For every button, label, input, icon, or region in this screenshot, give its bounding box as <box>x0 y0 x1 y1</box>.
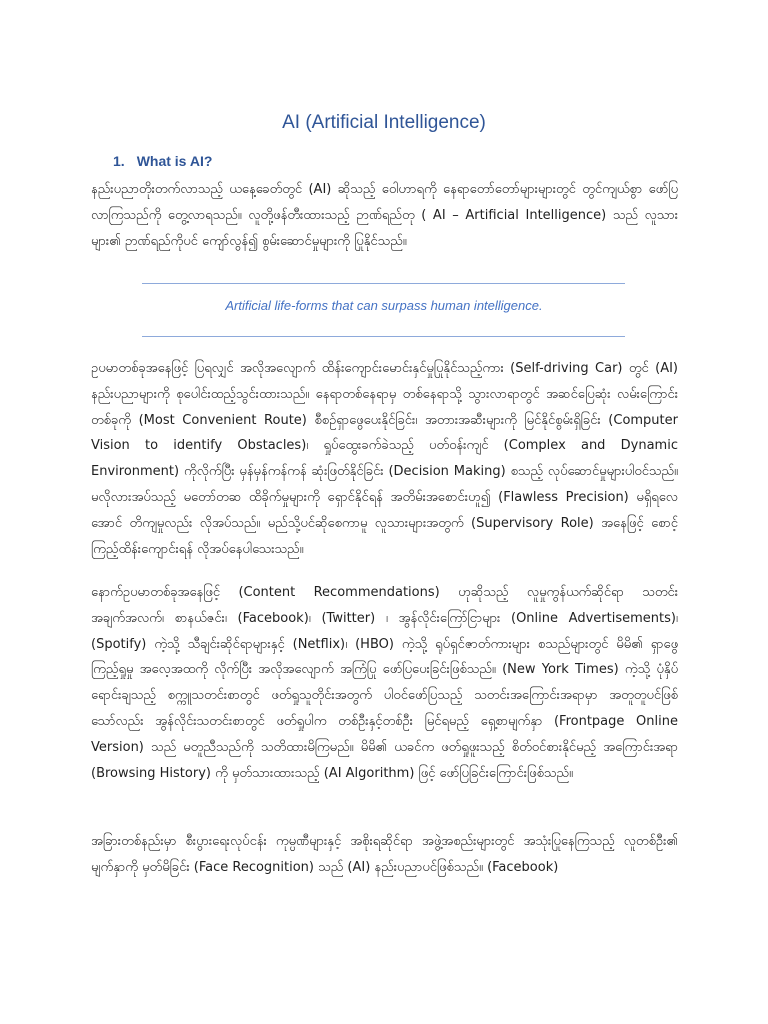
section-heading <box>113 153 212 169</box>
paragraph-content-recommendations: နောက်ဥပမာတစ်ခုအနေဖြင့် (Content Recommendations) ဟုဆိုသည့် လူမှုကွန်ယက်ဆိုင်ရာ သတင်းအချက်အလက်၊ စာနယ်ဇင်း၊ (Facebook)၊ (Twitter) ၊ အွန်လိုင်းကြော်ငြာများ (Online Advertisements)၊ (Spotify) ကဲ့သို့ သီချင်းဆိုင်ရာများနှင့် (Netflix)၊ (HBO) ကဲ့သို့ ရုပ်ရှင်ဇာတ်ကားများ စသည်များတွင် မိမိ၏ ရှာဖွေကြည့်ရှုမှု အလေ့အထကို လိုက်ပြီး အလိုအလျောက် အကြံပြု ဖော်ပြပေးခြင်းဖြစ်သည်။ (New York Times) ကဲ့သို့ ပုံနှိပ်ရောင်းချသည့် စက္ကူသတင်းစာတွင် ဖတ်ရှုသူတိုင်းအတွက် ပါဝင်ဖော်ပြသည့် သတင်းအကြောင်းအရာမှာ အတူတူပင်ဖြစ်သော်လည်း အွန်လိုင်းသတင်းစာတွင် ဖတ်ရှုပါက တစ်ဦးနှင့်တစ်ဦး မြင်ရမည့် ရှေ့စာမျက်နှာ (Frontpage Online Version) သည် မတူညီသည်ကို သတိထားမိကြမည်။ မိမိ၏ ယခင်က ဖတ်ရှုဖူးသည့် စိတ်ဝင်စားနိုင်မည့် အကြောင်းအရာ (Browsing History) ကို မှတ်သားထားသည့် (AI Algorithm) ဖြင့် ဖော်ပြခြင်းကြောင်းဖြစ်သည်။ <box>91 585 678 781</box>
section-heading-text: What is AI? <box>136 153 213 169</box>
intense-quote: Artificial life-forms that can surpass human intelligence. <box>225 298 543 313</box>
section-number: 1. <box>113 153 125 169</box>
document-title: AI (Artificial Intelligence) <box>282 112 486 133</box>
paragraph-face-recognition: အခြားတစ်နည်းမှာ စီးပွားရေးလုပ်ငန်း ကုမ္ပဏီများနှင့် အစိုးရဆိုင်ရာ အဖွဲ့အစည်းများတွင် အသုံးပြုနေကြသည့် လူတစ်ဦး၏ မျက်နှာကို မှတ်မိခြင်း (Face Recognition) သည် (AI) နည်းပညာပင်ဖြစ်သည်။ (Facebook) <box>91 834 678 875</box>
quote-bottom-rule <box>142 336 625 337</box>
paragraph-self-driving: ဥပမာတစ်ခုအနေဖြင့် ပြရလျှင် အလိုအလျောက် ထိန်းကျောင်းမောင်းနှင်မှုပြုနိုင်သည့်ကား (Self-driving Car) တွင် (AI) နည်းပညာများကို စုပေါင်းထည့်သွင်းထားသည်။ နေရာတစ်နေရာမှ တစ်နေရာသို့ သွားလာရာတွင် အဆင်ပြေဆုံး လမ်းကြောင်းတစ်ခုကို (Most Convenient Route) စီစဉ်ရှာဖွေပေးနိုင်ခြင်း၊ အတားအဆီးများကို မြင်နိုင်စွမ်းရှိခြင်း (Computer Vision to identify Obstacles)၊ ရှုပ်ထွေးခက်ခဲသည့် ပတ်ဝန်းကျင် (Complex and Dynamic Environment) ကိုလိုက်ပြီး မှန်မှန်ကန်ကန် ဆုံးဖြတ်နိုင်ခြင်း (Decision Making) စသည့် လုပ်ဆောင်မှုများပါဝင်သည်။ မလိုလားအပ်သည့် မတော်တဆ ထိခိုက်မှုများကို ရှောင်နိုင်ရန် အတိမ်းအစောင်းဟူ၍ (Flawless Precision) မရှိရလေအောင် တိကျမှုလည်း လိုအပ်သည်။ မည်သို့ပင်ဆိုစေကာမူ လူသားများအတွက် (Supervisory Role) အနေဖြင့် စောင့်ကြည့်ထိန်းကျောင်းရန် လိုအပ်နေပါသေးသည်။ <box>91 361 678 557</box>
paragraph-intro: နည်းပညာတိုးတက်လာသည့် ယနေ့ခေတ်တွင် (AI) ဆိုသည့် ဝေါဟာရကို နေရာတော်တော်များများတွင် တွင်ကျယ်စွာ ဖော်ပြလာကြသည်ကို တွေ့လာရသည်။ လူတို့ဖန်တီးထားသည့် ဉာဏ်ရည်တု ( AI – Artificial Intelligence) သည် လူသားများ၏ ဉာဏ်ရည်ကိုပင် ကျော်လွန်၍ စွမ်းဆောင်မှုများကို ပြုနိုင်သည်။ <box>91 182 678 249</box>
quote-top-rule <box>142 283 625 284</box>
